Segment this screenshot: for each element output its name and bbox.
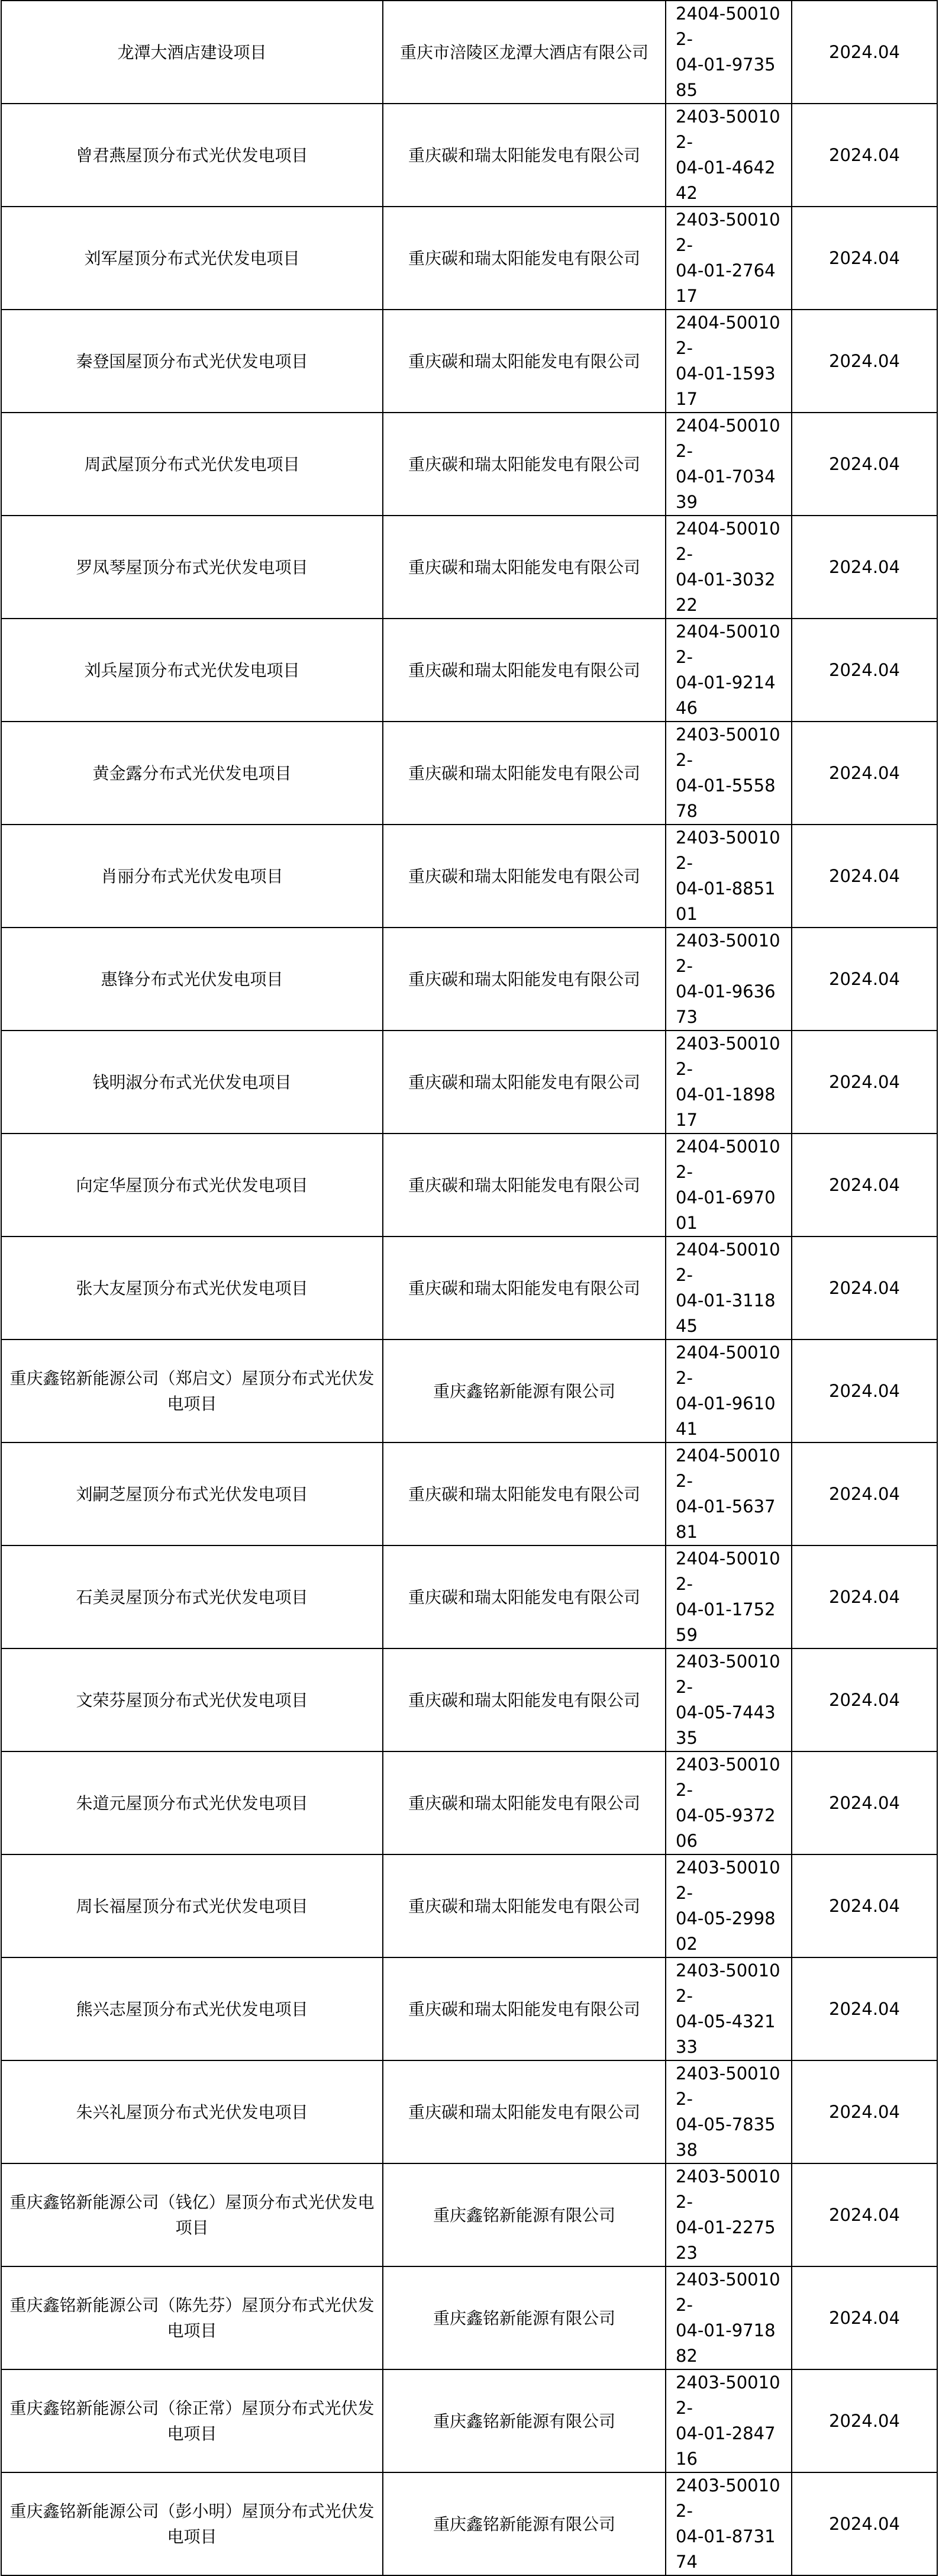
project-code-line-2: 04-01-189817 [676,1084,776,1130]
date-cell: 2024.04 [792,516,937,619]
project-code-line-2: 04-01-464242 [676,157,776,203]
project-code-line-1: 2403-500102- [676,1651,780,1697]
project-code-line-1: 2404-500102- [676,313,780,358]
company-name-cell: 重庆碳和瑞太阳能发电有限公司 [383,1854,666,1957]
company-name-cell: 重庆碳和瑞太阳能发电有限公司 [383,104,666,207]
company-name-cell: 重庆碳和瑞太阳能发电有限公司 [383,310,666,413]
project-code-line-2: 04-01-175259 [676,1599,776,1645]
table-row [1,1237,937,1339]
project-code-cell [666,310,792,413]
project-code-cell [666,104,792,207]
table-row [1,825,937,928]
company-name-cell: 重庆碳和瑞太阳能发电有限公司 [383,928,666,1031]
table-row [1,2266,937,2369]
project-name-cell: 周长福屋顶分布式光伏发电项目 [1,1854,383,1957]
project-code-line-1: 2403-500102- [676,1857,780,1903]
project-code-cell [666,1134,792,1237]
project-code-line-1: 2404-500102- [676,1342,780,1388]
project-name-cell: 重庆鑫铭新能源公司（钱亿）屋顶分布式光伏发电项目 [1,2163,383,2266]
project-name-cell: 刘兵屋顶分布式光伏发电项目 [1,619,383,722]
project-code-cell [666,2369,792,2472]
table-row [1,104,937,207]
project-code-line-2: 04-01-961041 [676,1393,776,1439]
project-code-line-1: 2403-500102- [676,930,780,976]
project-code-line-1: 2403-500102- [676,210,780,255]
project-code-line-2: 04-01-159317 [676,363,776,409]
company-name-cell: 重庆碳和瑞太阳能发电有限公司 [383,1751,666,1854]
project-name-cell: 曾君燕屋顶分布式光伏发电项目 [1,104,383,207]
project-code-line-2: 04-01-703439 [676,466,776,512]
project-code-line-2: 04-05-299802 [676,1908,776,1954]
company-name-cell: 重庆碳和瑞太阳能发电有限公司 [383,1031,666,1134]
project-code-cell [666,1442,792,1545]
project-name-cell: 重庆鑫铭新能源公司（彭小明）屋顶分布式光伏发电项目 [1,2472,383,2575]
project-code-line-2: 04-05-783538 [676,2114,776,2160]
project-code-line-2: 04-01-563781 [676,1496,776,1542]
project-name-cell: 龙潭大酒店建设项目 [1,1,383,104]
date-cell: 2024.04 [792,1957,937,2060]
table-row [1,1648,937,1751]
date-cell: 2024.04 [792,413,937,516]
company-name-cell: 重庆鑫铭新能源有限公司 [383,2163,666,2266]
table-row [1,1,937,104]
company-name-cell: 重庆碳和瑞太阳能发电有限公司 [383,825,666,928]
company-name-cell: 重庆碳和瑞太阳能发电有限公司 [383,1237,666,1339]
project-code-line-2: 04-01-555878 [676,775,776,821]
date-cell: 2024.04 [792,619,937,722]
project-code-cell [666,619,792,722]
project-code-line-1: 2404-500102- [676,1548,780,1594]
date-cell: 2024.04 [792,310,937,413]
project-name-cell: 石美灵屋顶分布式光伏发电项目 [1,1545,383,1648]
project-name-cell: 朱兴礼屋顶分布式光伏发电项目 [1,2060,383,2163]
company-name-cell: 重庆碳和瑞太阳能发电有限公司 [383,1648,666,1751]
project-code-line-1: 2403-500102- [676,107,780,152]
project-code-line-2: 04-01-276417 [676,260,776,306]
project-code-cell [666,1648,792,1751]
project-code-line-1: 2404-500102- [676,519,780,564]
project-name-cell: 熊兴志屋顶分布式光伏发电项目 [1,1957,383,2060]
project-code-cell [666,1545,792,1648]
table-row [1,1957,937,2060]
table-body [1,1,937,2575]
project-code-line-2: 04-05-744335 [676,1702,776,1748]
date-cell: 2024.04 [792,1134,937,1237]
project-code-line-2: 04-01-284716 [676,2423,776,2469]
table-row [1,413,937,516]
project-code-line-2: 04-01-697001 [676,1187,776,1233]
project-code-line-1: 2403-500102- [676,2166,780,2212]
date-cell: 2024.04 [792,1545,937,1648]
table-row [1,2163,937,2266]
project-name-cell: 文荣芬屋顶分布式光伏发电项目 [1,1648,383,1751]
date-cell: 2024.04 [792,1854,937,1957]
date-cell: 2024.04 [792,2472,937,2575]
project-name-cell: 周武屋顶分布式光伏发电项目 [1,413,383,516]
company-name-cell: 重庆市涪陵区龙潭大酒店有限公司 [383,1,666,104]
project-name-cell: 钱明淑分布式光伏发电项目 [1,1031,383,1134]
company-name-cell: 重庆鑫铭新能源有限公司 [383,2472,666,2575]
project-code-cell [666,413,792,516]
project-name-cell: 刘嗣芝屋顶分布式光伏发电项目 [1,1442,383,1545]
project-code-cell [666,207,792,310]
company-name-cell: 重庆碳和瑞太阳能发电有限公司 [383,722,666,825]
project-code-line-2: 04-01-973585 [676,54,776,100]
project-code-line-1: 2403-500102- [676,2372,780,2418]
table-row [1,1751,937,1854]
date-cell: 2024.04 [792,104,937,207]
project-code-line-1: 2403-500102- [676,2269,780,2315]
table-row [1,2060,937,2163]
project-code-cell [666,928,792,1031]
project-code-line-1: 2404-500102- [676,1239,780,1285]
table-row [1,2472,937,2575]
project-code-line-2: 04-01-921446 [676,672,776,718]
table-row [1,1134,937,1237]
project-code-cell [666,1957,792,2060]
project-code-cell [666,2060,792,2163]
project-code-line-2: 04-01-227523 [676,2217,776,2263]
company-name-cell: 重庆鑫铭新能源有限公司 [383,1339,666,1442]
date-cell: 2024.04 [792,1237,937,1339]
company-name-cell: 重庆碳和瑞太阳能发电有限公司 [383,1442,666,1545]
date-cell: 2024.04 [792,2163,937,2266]
company-name-cell: 重庆碳和瑞太阳能发电有限公司 [383,1545,666,1648]
table-row [1,1031,937,1134]
table-row [1,1339,937,1442]
project-code-cell [666,2163,792,2266]
date-cell: 2024.04 [792,2266,937,2369]
project-code-line-1: 2404-500102- [676,4,780,49]
company-name-cell: 重庆碳和瑞太阳能发电有限公司 [383,516,666,619]
table-row [1,928,937,1031]
project-code-line-1: 2403-500102- [676,827,780,873]
table-row [1,1442,937,1545]
project-code-line-2: 04-01-311845 [676,1290,776,1336]
company-name-cell: 重庆鑫铭新能源有限公司 [383,2266,666,2369]
project-code-cell [666,1237,792,1339]
project-code-cell [666,1339,792,1442]
project-code-cell [666,825,792,928]
company-name-cell: 重庆碳和瑞太阳能发电有限公司 [383,2060,666,2163]
table-row [1,619,937,722]
project-code-line-1: 2403-500102- [676,2475,780,2521]
project-name-cell: 刘军屋顶分布式光伏发电项目 [1,207,383,310]
project-name-cell: 重庆鑫铭新能源公司（郑启文）屋顶分布式光伏发电项目 [1,1339,383,1442]
date-cell: 2024.04 [792,207,937,310]
project-code-cell [666,722,792,825]
table-row [1,2369,937,2472]
project-code-cell [666,1031,792,1134]
project-code-line-1: 2403-500102- [676,724,780,770]
project-code-line-1: 2403-500102- [676,1033,780,1079]
project-code-cell [666,2266,792,2369]
company-name-cell: 重庆鑫铭新能源有限公司 [383,2369,666,2472]
project-code-line-2: 04-01-885101 [676,878,776,924]
company-name-cell: 重庆碳和瑞太阳能发电有限公司 [383,1957,666,2060]
project-code-cell [666,1751,792,1854]
project-code-line-2: 04-05-937206 [676,1805,776,1851]
project-code-line-2: 04-05-432133 [676,2011,776,2057]
project-name-cell: 向定华屋顶分布式光伏发电项目 [1,1134,383,1237]
company-name-cell: 重庆碳和瑞太阳能发电有限公司 [383,413,666,516]
project-code-line-1: 2403-500102- [676,1754,780,1800]
date-cell: 2024.04 [792,825,937,928]
date-cell: 2024.04 [792,2369,937,2472]
project-code-line-1: 2404-500102- [676,622,780,667]
date-cell: 2024.04 [792,1339,937,1442]
project-code-line-2: 04-01-873174 [676,2526,776,2572]
date-cell: 2024.04 [792,722,937,825]
table-row [1,1545,937,1648]
company-name-cell: 重庆碳和瑞太阳能发电有限公司 [383,207,666,310]
date-cell: 2024.04 [792,1648,937,1751]
project-code-line-2: 04-01-303222 [676,569,776,615]
project-code-cell [666,2472,792,2575]
project-code-line-1: 2403-500102- [676,1960,780,2006]
table-row [1,207,937,310]
date-cell: 2024.04 [792,2060,937,2163]
date-cell: 2024.04 [792,1442,937,1545]
project-code-cell [666,1854,792,1957]
project-name-cell: 黄金露分布式光伏发电项目 [1,722,383,825]
date-cell: 2024.04 [792,1751,937,1854]
project-code-line-2: 04-01-963673 [676,981,776,1027]
project-name-cell: 惠锋分布式光伏发电项目 [1,928,383,1031]
date-cell: 2024.04 [792,1031,937,1134]
project-table [1,0,938,2576]
project-code-line-1: 2404-500102- [676,1445,780,1491]
project-code-line-1: 2404-500102- [676,1136,780,1182]
project-name-cell: 张大友屋顶分布式光伏发电项目 [1,1237,383,1339]
project-code-line-1: 2404-500102- [676,416,780,461]
project-name-cell: 罗凤琴屋顶分布式光伏发电项目 [1,516,383,619]
project-code-line-2: 04-01-971882 [676,2320,776,2366]
project-code-line-1: 2403-500102- [676,2063,780,2109]
project-name-cell: 重庆鑫铭新能源公司（陈先芬）屋顶分布式光伏发电项目 [1,2266,383,2369]
project-code-cell [666,516,792,619]
project-code-cell [666,1,792,104]
date-cell: 2024.04 [792,1,937,104]
project-name-cell: 肖丽分布式光伏发电项目 [1,825,383,928]
table-row [1,1854,937,1957]
table-row [1,516,937,619]
company-name-cell: 重庆碳和瑞太阳能发电有限公司 [383,1134,666,1237]
table-row [1,722,937,825]
date-cell: 2024.04 [792,928,937,1031]
project-name-cell: 朱道元屋顶分布式光伏发电项目 [1,1751,383,1854]
project-name-cell: 秦登国屋顶分布式光伏发电项目 [1,310,383,413]
project-name-cell: 重庆鑫铭新能源公司（徐正常）屋顶分布式光伏发电项目 [1,2369,383,2472]
company-name-cell: 重庆碳和瑞太阳能发电有限公司 [383,619,666,722]
table-row [1,310,937,413]
